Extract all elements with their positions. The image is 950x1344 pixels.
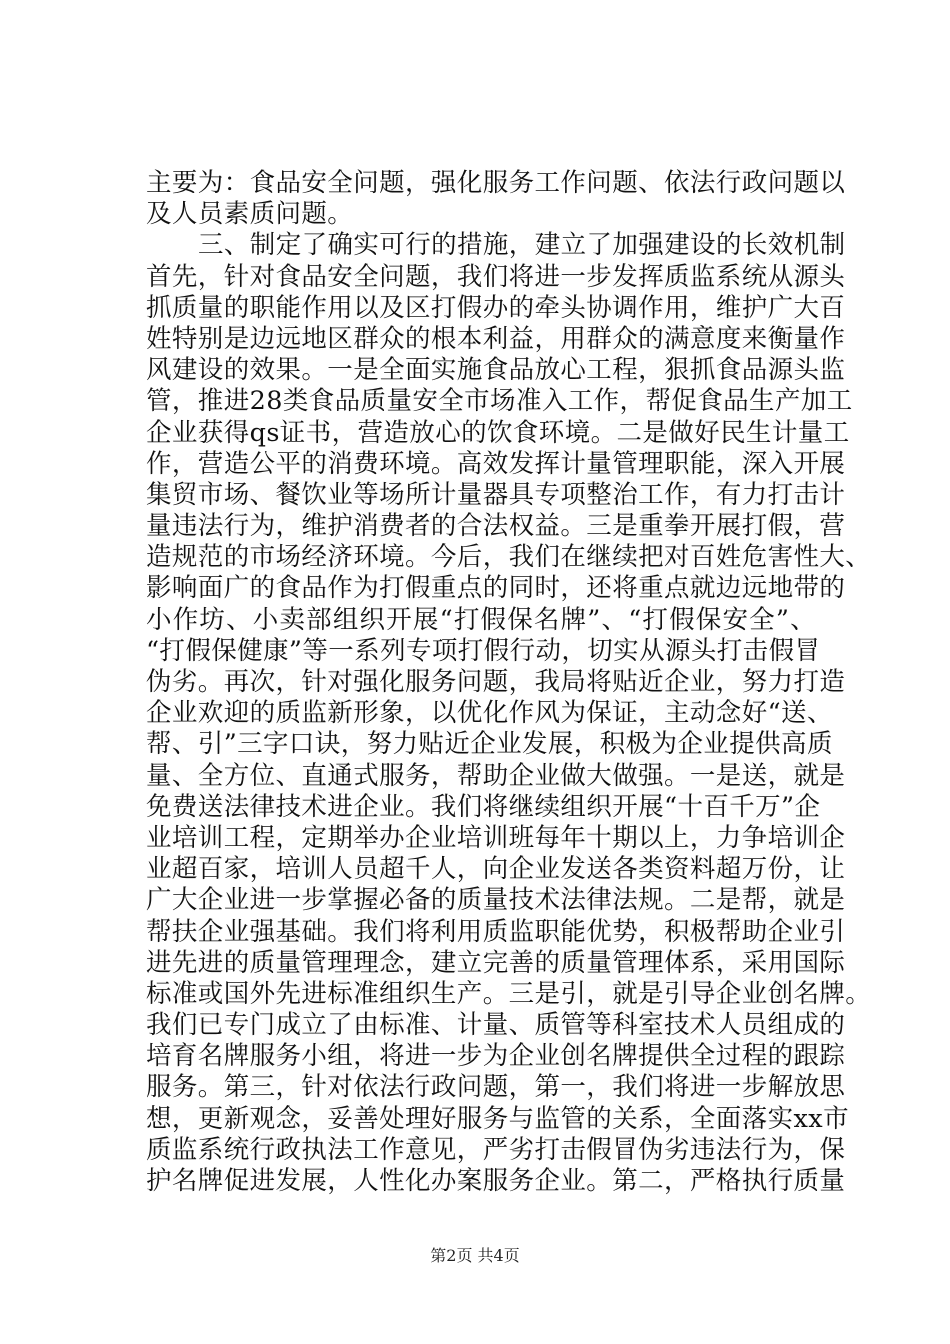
text-line-28: 我们已专门成立了由标准、计量、质管等科室技术人员组成的 <box>146 1010 846 1041</box>
section-heading: 三、制定了确实可行的措施，建立了加强建设的长效机制 <box>198 230 846 261</box>
text-line-4: 首先，针对食品安全问题，我们将进一步发挥质监系统从源头 <box>146 261 846 292</box>
text-line-17: 伪劣。再次，针对强化服务问题，我局将贴近企业，努力打造 <box>146 667 846 697</box>
text-line-14: 影响面广的食品作为打假重点的同时，还将重点就边远地带的 <box>146 573 846 604</box>
text-line-21: 免费送法律技术进企业。我们将继续组织开展“十百千万”企 <box>146 791 821 822</box>
text-line-18: 企业欢迎的质监新形象，以优化作风为保证，主动念好“送、 <box>146 698 833 729</box>
text-line-23: 业超百家，培训人员超千人，向企业发送各类资料超万份，让 <box>146 854 846 885</box>
text-line-15: 小作坊、小卖部组织开展“打假保名牌”、“打假保安全”、 <box>146 604 816 635</box>
text-line-32: 质监系统行政执法工作意见，严劣打击假冒伪劣违法行为，保 <box>146 1134 846 1165</box>
text-line-19: 帮、引”三字口诀，努力贴近企业发展，积极为企业提供高质 <box>146 729 833 760</box>
text-line-22: 业培训工程，定期举办企业培训班每年十期以上，力争培训企 <box>146 822 846 853</box>
text-line-27: 标准或国外先进标准组织生产。三是引，就是引导企业创名牌。 <box>146 978 872 1009</box>
text-line-9: 企业获得qs证书，营造放心的饮食环境。二是做好民生计量工 <box>146 417 850 448</box>
text-line-20: 量、全方位、直通式服务，帮助企业做大做强。一是送，就是 <box>146 760 846 791</box>
text-line-10: 作，营造公平的消费环境。高效发挥计量管理职能，深入开展 <box>146 448 846 479</box>
text-line-26: 进先进的质量管理理念，建立完善的质量管理体系，采用国际 <box>146 947 846 978</box>
text-line-1: 主要为：食品安全问题，强化服务工作问题、依法行政问题以 <box>146 168 846 198</box>
page-number-label: 第2页 共4页 <box>430 1246 520 1265</box>
text-line-31: 想，更新观念，妥善处理好服务与监管的关系，全面落实xx市 <box>146 1103 849 1134</box>
text-line-11: 集贸市场、餐饮业等场所计量器具专项整治工作，有力打击计 <box>146 479 846 510</box>
text-line-12: 量违法行为，维护消费者的合法权益。三是重拳开展打假，营 <box>146 511 846 542</box>
text-line-2: 及人员素质问题。 <box>146 199 354 230</box>
text-line-24: 广大企业进一步掌握必备的质量技术法律法规。二是帮，就是 <box>146 885 846 916</box>
text-line-25: 帮扶企业强基础。我们将利用质监职能优势，积极帮助企业引 <box>146 916 846 947</box>
text-line-8: 管，推进28类食品质量安全市场准入工作，帮促食品生产加工 <box>146 386 853 417</box>
document-body <box>146 168 872 1197</box>
text-line-6: 姓特别是边远地区群众的根本利益，用群众的满意度来衡量作 <box>146 323 846 354</box>
text-line-7: 风建设的效果。一是全面实施食品放心工程，狠抓食品源头监 <box>146 355 846 386</box>
text-line-30: 服务。第三，针对依法行政问题，第一，我们将进一步解放思 <box>146 1072 846 1103</box>
page-footer <box>0 1243 950 1266</box>
text-line-33: 护名牌促进发展，人性化办案服务企业。第二，严格执行质量 <box>146 1166 846 1196</box>
text-line-29: 培育名牌服务小组，将进一步为企业创名牌提供全过程的跟踪 <box>146 1041 846 1072</box>
text-line-13: 造规范的市场经济环境。今后，我们在继续把对百姓危害性大、 <box>146 542 872 573</box>
text-line-5: 抓质量的职能作用以及区打假办的牵头协调作用，维护广大百 <box>146 292 846 323</box>
text-line-16: “打假保健康”等一系列专项打假行动，切实从源头打击假冒 <box>146 635 821 666</box>
